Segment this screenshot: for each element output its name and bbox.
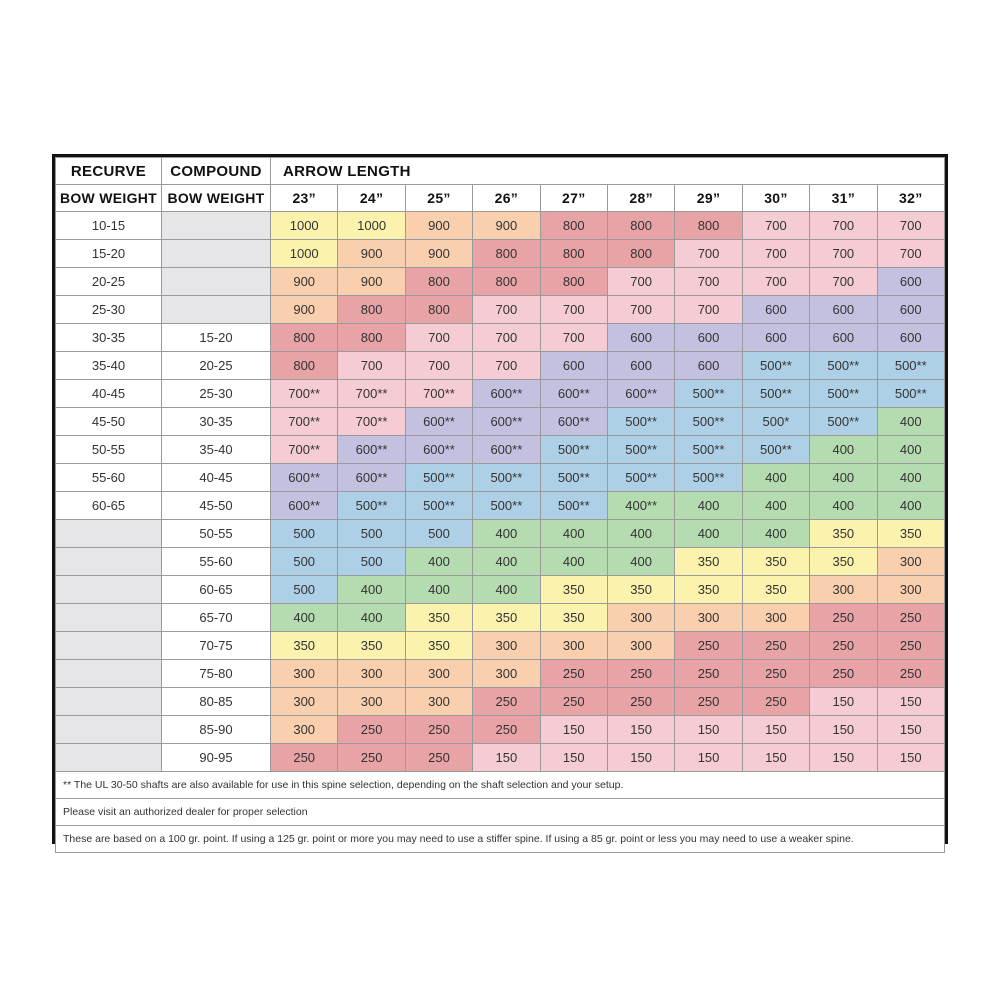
spine-cell: 800	[540, 240, 607, 268]
length-header: 24”	[338, 185, 405, 212]
table-row	[56, 576, 945, 604]
spine-cell: 700	[540, 296, 607, 324]
spine-cell: 350	[607, 576, 674, 604]
spine-cell: 700	[877, 240, 944, 268]
spine-cell: 500	[338, 548, 405, 576]
arrow-spine-chart	[52, 154, 948, 844]
spine-cell: 500**	[675, 380, 742, 408]
spine-cell: 900	[405, 212, 472, 240]
footnote-point-weight: These are based on a 100 gr. point. If using a 125 gr. point or more you may need to use a stiffer spine. If using a 85 gr. point or less you may need to use a weaker spine.	[56, 826, 945, 853]
spine-cell: 350	[473, 604, 540, 632]
compound-weight-cell	[162, 212, 271, 240]
spine-cell: 1000	[338, 212, 405, 240]
spine-cell: 900	[338, 268, 405, 296]
spine-cell: 350	[742, 576, 809, 604]
spine-cell: 800	[607, 240, 674, 268]
table-row	[56, 212, 945, 240]
spine-cell: 300	[473, 632, 540, 660]
compound-weight-cell	[162, 296, 271, 324]
spine-cell: 700	[742, 268, 809, 296]
spine-cell: 700**	[271, 380, 338, 408]
spine-cell: 250	[742, 632, 809, 660]
spine-cell: 800	[473, 240, 540, 268]
spine-cell: 350	[540, 604, 607, 632]
spine-cell: 900	[473, 212, 540, 240]
spine-cell: 600	[877, 296, 944, 324]
spine-cell: 250	[742, 660, 809, 688]
spine-cell: 700	[607, 268, 674, 296]
spine-cell: 800	[405, 268, 472, 296]
spine-cell: 500**	[742, 436, 809, 464]
spine-cell: 300	[877, 548, 944, 576]
spine-cell: 150	[810, 744, 877, 772]
recurve-weight-cell: 40-45	[56, 380, 162, 408]
spine-cell: 250	[405, 716, 472, 744]
length-header: 27”	[540, 185, 607, 212]
spine-cell: 400	[338, 604, 405, 632]
spine-cell: 700**	[271, 408, 338, 436]
spine-table	[55, 157, 945, 853]
table-row	[56, 548, 945, 576]
spine-cell: 300	[271, 688, 338, 716]
spine-cell: 400	[675, 520, 742, 548]
spine-cell: 800	[405, 296, 472, 324]
compound-weight-cell: 55-60	[162, 548, 271, 576]
spine-cell: 700	[675, 240, 742, 268]
spine-cell: 500**	[877, 380, 944, 408]
spine-cell: 150	[675, 744, 742, 772]
recurve-weight-cell	[56, 576, 162, 604]
recurve-weight-cell	[56, 716, 162, 744]
spine-cell: 300	[877, 576, 944, 604]
spine-cell: 300	[338, 660, 405, 688]
spine-cell: 700	[877, 212, 944, 240]
spine-cell: 500**	[742, 380, 809, 408]
recurve-weight-cell: 25-30	[56, 296, 162, 324]
table-row	[56, 268, 945, 296]
spine-cell: 900	[271, 296, 338, 324]
table-row	[56, 408, 945, 436]
spine-cell: 500**	[607, 464, 674, 492]
spine-cell: 500*	[742, 408, 809, 436]
spine-cell: 900	[405, 240, 472, 268]
spine-cell: 350	[742, 548, 809, 576]
spine-cell: 500	[338, 520, 405, 548]
spine-cell: 600**	[473, 380, 540, 408]
note-row	[56, 799, 945, 826]
table-row	[56, 520, 945, 548]
spine-cell: 250	[675, 688, 742, 716]
spine-cell: 300	[473, 660, 540, 688]
compound-weight-cell: 20-25	[162, 352, 271, 380]
compound-weight-cell: 70-75	[162, 632, 271, 660]
spine-cell: 700	[675, 268, 742, 296]
spine-cell: 150	[540, 716, 607, 744]
spine-cell: 250	[271, 744, 338, 772]
spine-table-body	[56, 212, 945, 772]
spine-cell: 600	[607, 324, 674, 352]
spine-cell: 500**	[540, 436, 607, 464]
spine-cell: 350	[405, 604, 472, 632]
spine-cell: 800	[607, 212, 674, 240]
spine-cell: 150	[675, 716, 742, 744]
spine-cell: 600	[675, 324, 742, 352]
spine-cell: 250	[877, 660, 944, 688]
compound-header: COMPOUND	[162, 158, 271, 185]
spine-cell: 600	[607, 352, 674, 380]
spine-cell: 400	[675, 492, 742, 520]
spine-cell: 250	[675, 660, 742, 688]
spine-cell: 350	[405, 632, 472, 660]
spine-cell: 350	[338, 632, 405, 660]
spine-cell: 600	[877, 324, 944, 352]
spine-cell: 700**	[338, 380, 405, 408]
spine-cell: 300	[338, 688, 405, 716]
recurve-weight-cell	[56, 632, 162, 660]
spine-cell: 900	[338, 240, 405, 268]
spine-cell: 600**	[405, 408, 472, 436]
spine-cell: 150	[877, 716, 944, 744]
compound-weight-cell: 25-30	[162, 380, 271, 408]
table-row	[56, 492, 945, 520]
spine-cell: 400	[271, 604, 338, 632]
table-row	[56, 744, 945, 772]
spine-cell: 400	[540, 520, 607, 548]
compound-weight-cell: 40-45	[162, 464, 271, 492]
compound-weight-cell: 60-65	[162, 576, 271, 604]
spine-cell: 150	[877, 744, 944, 772]
spine-cell: 400	[473, 520, 540, 548]
recurve-weight-cell: 20-25	[56, 268, 162, 296]
group-header-row	[56, 158, 945, 185]
spine-cell: 500**	[675, 464, 742, 492]
spine-cell: 500**	[473, 464, 540, 492]
spine-cell: 400	[607, 520, 674, 548]
spine-cell: 500**	[742, 352, 809, 380]
table-row	[56, 436, 945, 464]
spine-cell: 150	[810, 688, 877, 716]
spine-cell: 600**	[540, 408, 607, 436]
spine-cell: 250	[607, 688, 674, 716]
compound-weight-cell: 30-35	[162, 408, 271, 436]
spine-cell: 500**	[810, 380, 877, 408]
spine-cell: 500**	[405, 464, 472, 492]
spine-cell: 500**	[607, 408, 674, 436]
spine-cell: 400	[540, 548, 607, 576]
spine-cell: 300	[607, 632, 674, 660]
compound-weight-cell: 45-50	[162, 492, 271, 520]
spine-cell: 250	[877, 632, 944, 660]
spine-cell: 700	[810, 240, 877, 268]
recurve-header: RECURVE	[56, 158, 162, 185]
spine-cell: 700**	[405, 380, 472, 408]
spine-cell: 600**	[473, 408, 540, 436]
spine-cell: 400	[338, 576, 405, 604]
compound-weight-cell: 35-40	[162, 436, 271, 464]
spine-cell: 350	[675, 548, 742, 576]
spine-cell: 400	[742, 464, 809, 492]
spine-cell: 600	[810, 324, 877, 352]
spine-cell: 300	[271, 716, 338, 744]
spine-cell: 400	[877, 436, 944, 464]
spine-cell: 400	[877, 492, 944, 520]
compound-weight-cell: 75-80	[162, 660, 271, 688]
spine-cell: 150	[607, 716, 674, 744]
spine-cell: 700	[742, 212, 809, 240]
spine-cell: 250	[540, 688, 607, 716]
spine-cell: 500**	[675, 436, 742, 464]
spine-cell: 900	[271, 268, 338, 296]
spine-cell: 600	[540, 352, 607, 380]
spine-cell: 300	[405, 660, 472, 688]
length-header: 29”	[675, 185, 742, 212]
spine-cell: 300	[540, 632, 607, 660]
spine-cell: 350	[877, 520, 944, 548]
spine-cell: 150	[742, 716, 809, 744]
spine-cell: 350	[810, 520, 877, 548]
spine-cell: 800	[271, 352, 338, 380]
spine-cell: 300	[675, 604, 742, 632]
compound-bow-weight-header: BOW WEIGHT	[162, 185, 271, 212]
compound-weight-cell: 85-90	[162, 716, 271, 744]
spine-cell: 250	[742, 688, 809, 716]
spine-cell: 400	[405, 548, 472, 576]
footnote-dealer: Please visit an authorized dealer for proper selection	[56, 799, 945, 826]
spine-cell: 400	[473, 548, 540, 576]
spine-cell: 300	[607, 604, 674, 632]
spine-cell: 250	[338, 716, 405, 744]
recurve-weight-cell: 45-50	[56, 408, 162, 436]
footnote-ul-shafts: ** The UL 30-50 shafts are also available for use in this spine selection, depending on the shaft selection and your setup.	[56, 772, 945, 799]
length-header: 31”	[810, 185, 877, 212]
spine-cell: 300	[271, 660, 338, 688]
spine-cell: 800	[338, 296, 405, 324]
length-header: 25”	[405, 185, 472, 212]
length-header: 28”	[607, 185, 674, 212]
spine-cell: 700	[810, 268, 877, 296]
spine-cell: 400	[742, 492, 809, 520]
table-row	[56, 240, 945, 268]
note-row	[56, 826, 945, 853]
recurve-weight-cell: 55-60	[56, 464, 162, 492]
spine-cell: 400	[877, 408, 944, 436]
spine-cell: 600	[742, 296, 809, 324]
spine-cell: 350	[540, 576, 607, 604]
spine-cell: 600**	[540, 380, 607, 408]
spine-cell: 150	[877, 688, 944, 716]
spine-cell: 400	[473, 576, 540, 604]
spine-cell: 700	[607, 296, 674, 324]
table-row	[56, 324, 945, 352]
spine-cell: 250	[338, 744, 405, 772]
sub-header-row	[56, 185, 945, 212]
spine-cell: 500**	[405, 492, 472, 520]
table-row	[56, 352, 945, 380]
spine-cell: 500	[271, 520, 338, 548]
spine-cell: 300	[405, 688, 472, 716]
compound-weight-cell: 80-85	[162, 688, 271, 716]
note-row	[56, 772, 945, 799]
spine-cell: 700	[405, 324, 472, 352]
spine-cell: 250	[810, 660, 877, 688]
recurve-weight-cell	[56, 548, 162, 576]
spine-cell: 500**	[473, 492, 540, 520]
spine-cell: 500	[271, 548, 338, 576]
spine-cell: 800	[338, 324, 405, 352]
spine-cell: 250	[810, 632, 877, 660]
spine-cell: 700	[473, 296, 540, 324]
spine-cell: 600	[675, 352, 742, 380]
spine-cell: 150	[810, 716, 877, 744]
spine-cell: 600**	[607, 380, 674, 408]
recurve-weight-cell: 50-55	[56, 436, 162, 464]
spine-cell: 600**	[338, 464, 405, 492]
spine-cell: 800	[473, 268, 540, 296]
length-header: 32”	[877, 185, 944, 212]
spine-cell: 400	[742, 520, 809, 548]
spine-cell: 500**	[810, 352, 877, 380]
spine-cell: 500	[271, 576, 338, 604]
compound-weight-cell: 15-20	[162, 324, 271, 352]
spine-cell: 150	[473, 744, 540, 772]
spine-cell: 500**	[540, 492, 607, 520]
spine-cell: 250	[607, 660, 674, 688]
spine-cell: 400	[405, 576, 472, 604]
spine-cell: 350	[810, 548, 877, 576]
spine-cell: 700	[810, 212, 877, 240]
recurve-weight-cell	[56, 744, 162, 772]
spine-cell: 600**	[271, 464, 338, 492]
spine-cell: 600	[742, 324, 809, 352]
spine-cell: 600	[877, 268, 944, 296]
spine-cell: 250	[877, 604, 944, 632]
spine-cell: 1000	[271, 212, 338, 240]
compound-weight-cell: 50-55	[162, 520, 271, 548]
recurve-weight-cell: 60-65	[56, 492, 162, 520]
spine-cell: 400	[607, 548, 674, 576]
spine-cell: 350	[675, 576, 742, 604]
recurve-weight-cell: 30-35	[56, 324, 162, 352]
spine-cell: 500**	[338, 492, 405, 520]
table-row	[56, 604, 945, 632]
recurve-weight-cell: 10-15	[56, 212, 162, 240]
spine-cell: 500**	[675, 408, 742, 436]
compound-weight-cell	[162, 240, 271, 268]
table-row	[56, 380, 945, 408]
spine-cell: 250	[405, 744, 472, 772]
length-header: 23”	[271, 185, 338, 212]
arrow-length-header: ARROW LENGTH	[271, 158, 945, 185]
spine-cell: 150	[607, 744, 674, 772]
spine-cell: 250	[540, 660, 607, 688]
recurve-weight-cell	[56, 660, 162, 688]
table-row	[56, 716, 945, 744]
spine-cell: 500**	[607, 436, 674, 464]
compound-weight-cell: 90-95	[162, 744, 271, 772]
spine-cell: 150	[540, 744, 607, 772]
spine-cell: 400**	[607, 492, 674, 520]
spine-cell: 800	[271, 324, 338, 352]
recurve-weight-cell	[56, 604, 162, 632]
spine-cell: 400	[810, 464, 877, 492]
length-header: 26”	[473, 185, 540, 212]
spine-cell: 400	[810, 492, 877, 520]
spine-cell: 500**	[877, 352, 944, 380]
spine-cell: 700	[338, 352, 405, 380]
spine-cell: 600**	[405, 436, 472, 464]
spine-cell: 700	[473, 352, 540, 380]
spine-cell: 300	[742, 604, 809, 632]
spine-cell: 250	[473, 688, 540, 716]
spine-cell: 700	[742, 240, 809, 268]
compound-weight-cell	[162, 268, 271, 296]
compound-weight-cell: 65-70	[162, 604, 271, 632]
recurve-weight-cell: 35-40	[56, 352, 162, 380]
spine-cell: 700	[540, 324, 607, 352]
spine-cell: 400	[810, 436, 877, 464]
spine-cell: 250	[675, 632, 742, 660]
spine-cell: 500**	[540, 464, 607, 492]
spine-cell: 700**	[271, 436, 338, 464]
spine-cell: 150	[742, 744, 809, 772]
recurve-weight-cell	[56, 520, 162, 548]
recurve-weight-cell: 15-20	[56, 240, 162, 268]
spine-cell: 250	[810, 604, 877, 632]
table-row	[56, 632, 945, 660]
table-row	[56, 464, 945, 492]
table-row	[56, 660, 945, 688]
table-row	[56, 296, 945, 324]
recurve-bow-weight-header: BOW WEIGHT	[56, 185, 162, 212]
spine-cell: 350	[271, 632, 338, 660]
spine-cell: 400	[877, 464, 944, 492]
spine-cell: 700	[675, 296, 742, 324]
spine-cell: 600**	[338, 436, 405, 464]
spine-cell: 700**	[338, 408, 405, 436]
length-header: 30”	[742, 185, 809, 212]
spine-cell: 300	[810, 576, 877, 604]
spine-cell: 800	[540, 268, 607, 296]
spine-cell: 600	[810, 296, 877, 324]
spine-cell: 250	[473, 716, 540, 744]
spine-cell: 700	[473, 324, 540, 352]
table-row	[56, 688, 945, 716]
spine-cell: 500**	[810, 408, 877, 436]
spine-cell: 700	[405, 352, 472, 380]
spine-cell: 800	[540, 212, 607, 240]
spine-cell: 600**	[271, 492, 338, 520]
spine-cell: 1000	[271, 240, 338, 268]
spine-cell: 500	[405, 520, 472, 548]
recurve-weight-cell	[56, 688, 162, 716]
spine-cell: 800	[675, 212, 742, 240]
spine-cell: 600**	[473, 436, 540, 464]
